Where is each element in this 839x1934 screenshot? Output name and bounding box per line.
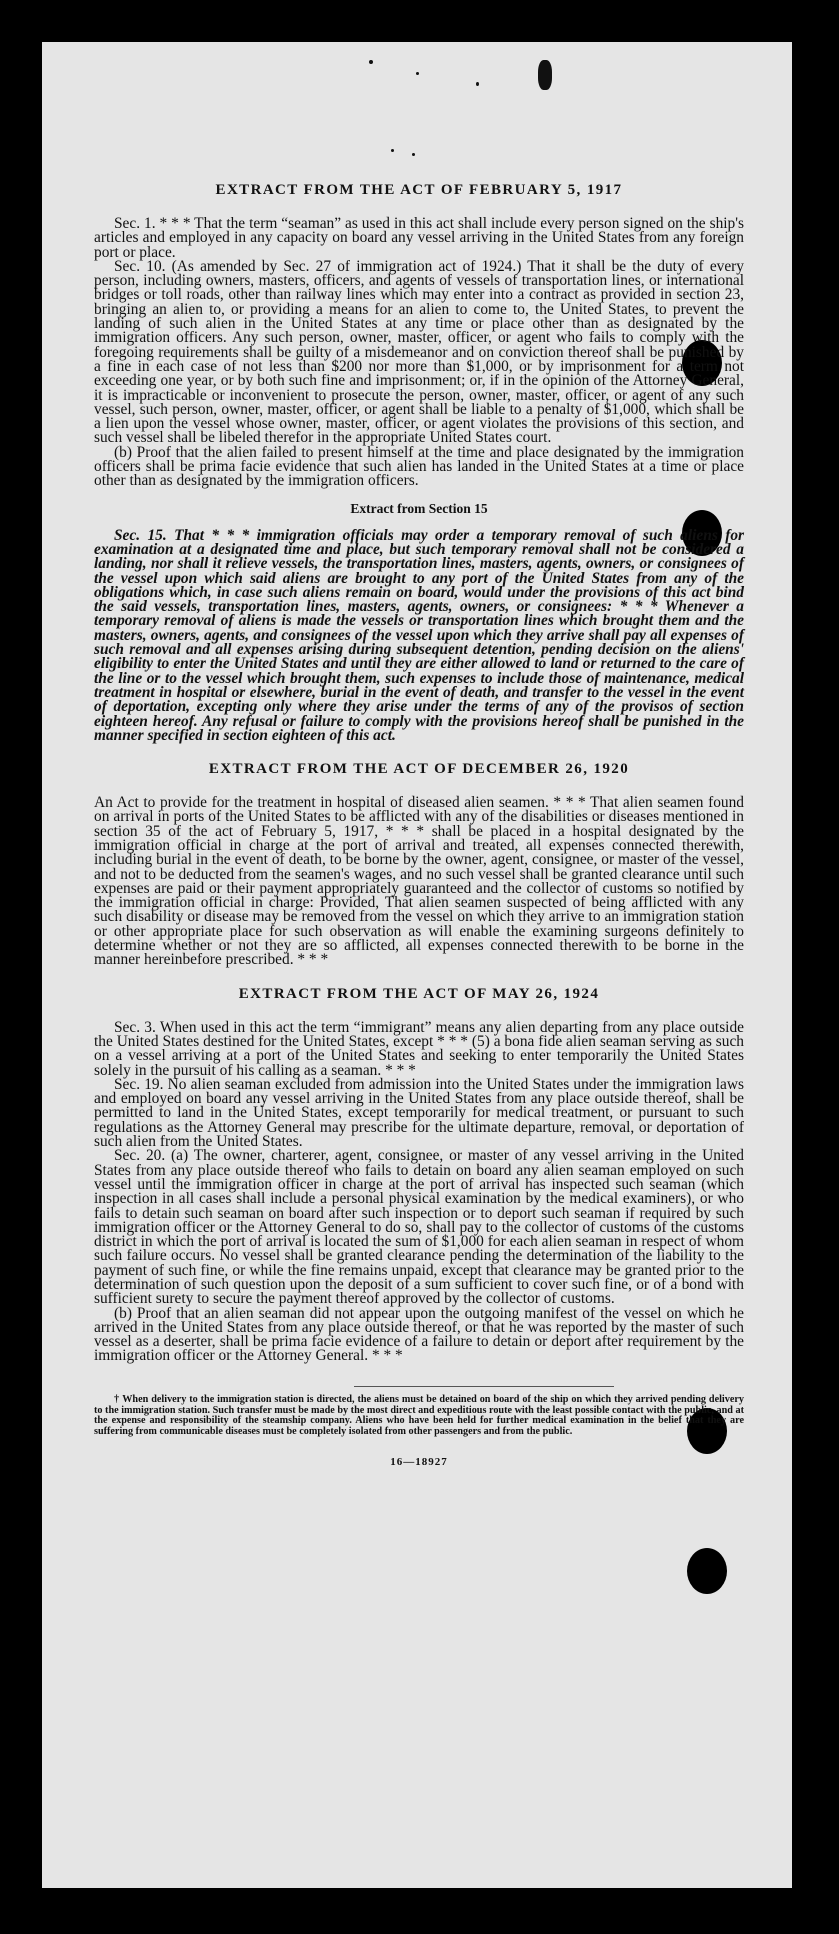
document-body [94, 182, 744, 1468]
paragraph-sec-20a: Sec. 20. (a) The owner, charterer, agent, consignee, or master of any vessel arriving in the United States from any place outside thereof who fails to detain on board any alien seaman employed on such vessel until the immigration officer in charge at the port of arrival has inspected such seaman (which inspection in all cases shall include a personal physical examination by the medical examiners), or who fails to detain such seaman on board after such inspection or to deport such seaman if required by such immigration officer or the Attorney General to do so, shall pay to the collector of customs of the customs district in which the port of arrival is located the sum of $1,000 for each alien seaman in respect of whom such failure occurs. No vessel shall be granted clearance pending the determination of the liability to the payment of such fine, or while the fine remains unpaid, except that clearance may be granted prior to the determination of such question upon the deposit of a sum sufficient to cover such fine, or of a bond with sufficient surety to secure the payment thereof approved by the collector of customs. [94, 1147, 744, 1308]
paragraph-sec-19: Sec. 19. No alien seaman excluded from admission into the United States under the immigration laws and employed on board any vessel arriving in the United States from any place outside thereof, shall be permitted to land in the United States, except temporarily for medical treatment, or pursuant to such regulations as the Attorney General may prescribe for the ultimate departure, removal, or deportation of such alien from the United States. [94, 1075, 744, 1151]
footnote: † When delivery to the immigration station is directed, the aliens must be detained on board of the ship on which they arrived pending delivery to the immigration station. Such transfer must be made by the most direct and expeditious route with the least possible contact with the public, and at the expense and responsibility of the steamship company. Aliens who have been held for further medical examination in the belief that they are suffering from communicable diseases must be completely isolated from other passengers and from the public. [94, 1393, 744, 1438]
paragraph-sec-1: Sec. 1. * * * That the term “seaman” as used in this act shall include every person signed on the ship's articles and employed in any capacity on board any vessel arriving in the United States from any foreign port or place. [94, 215, 744, 261]
ink-speck [391, 149, 394, 152]
heading-act-1920: EXTRACT FROM THE ACT OF DECEMBER 26, 1920 [208, 761, 630, 778]
paragraph-sec-3: Sec. 3. When used in this act the term “immigrant” means any alien departing from any place outside the United States destined for the United States, except * * * (5) a bona fide alien seaman serving as such on a vessel arriving at a port of the United States and seeking to enter temporarily the United States solely in the pursuit of his calling as a seaman. * * * [94, 1018, 744, 1079]
heading-act-1917: EXTRACT FROM THE ACT OF FEBRUARY 5, 1917 [215, 182, 623, 198]
paragraph-sec-10: Sec. 10. (As amended by Sec. 27 of immigration act of 1924.) That it shall be the duty of every person, including owners, masters, officers, and agents of vessels of transportation lines, or international bridges or toll roads, other than railway lines which may enter into a contract as provided in section 23, bringing an alien to, or providing a means for an alien to come to, the United States, to prevent the landing of such alien in the United States at any time or place other than as designated by the immigration officers. Any such person, owner, master, officer, or agent who fails to comply with the foregoing requirements shall be guilty of a misdemeanor and on conviction thereof shall be punished by a fine in each case of not less than $200 nor more than $1,000, or by imprisonment for a term not exceeding one year, or by both such fine and imprisonment; or, if in the opinion of the Attorney General, it is impracticable or inconvenient to prosecute the person, owner, master, officer, or agent of any such vessel, such person, owner, master, officer, or agent shall be liable to a penalty of $1,000, which shall be a lien upon the vessel whose owner, master, officer, or agent violates the provisions of this section, and such vessel shall be libeled therefor in the appropriate United States court. [94, 257, 744, 447]
ink-speck [416, 72, 419, 75]
document-number: 16—18927 [390, 1455, 448, 1468]
document-page [42, 42, 792, 1888]
ink-speck [369, 60, 373, 64]
footnote-divider [354, 1386, 614, 1387]
heading-act-1924: EXTRACT FROM THE ACT OF MAY 26, 1924 [238, 985, 600, 1002]
paragraph-sec-20b: (b) Proof that an alien seaman did not appear upon the outgoing manifest of the vessel on which he arrived in the United States from any place outside thereof, or that he was reported by the master of such vessel as a deserter, shall be prima facie evidence of a failure to detain or deport after requirement by the immigration officer or the Attorney General. * * * [94, 1304, 744, 1365]
punch-hole [687, 1548, 727, 1594]
ink-speck [412, 153, 415, 156]
paragraph-act-1920: An Act to provide for the treatment in hospital of diseased alien seamen. * * * That alien seamen found on arrival in ports of the United States to be afflicted with any of the disabilities or diseases mentioned in section 35 of the act of February 5, 1917, * * * shall be placed in a hospital designated by the immigration official in charge at the port of arrival and treated, all expenses connected therewith, including burial in the event of death, to be borne by the owner, agent, consignee, or master of the vessel, and not to be deducted from the seamen's wages, and no such vessel shall be granted clearance until such expenses are paid or their payment appropriately guaranteed and the collector of customs so notified by the immigration official in charge: Provided, That alien seamen suspected of being afflicted with any such disability or disease may be removed from the vessel on which they arrive to an immigration station or other appropriate place for such observation as will enable the examining surgeons definitely to determine whether or not they are so afflicted, all expenses connected therewith to be borne in the manner hereinbefore prescribed. * * * [94, 794, 744, 969]
ink-speck [476, 82, 479, 86]
ink-blot [538, 60, 552, 90]
paragraph-sec-10b: (b) Proof that the alien failed to present himself at the time and place designated by the immigration officers shall be prima facie evidence that such alien has landed in the United States at a time or place other than as designated by the immigration officers. [94, 443, 744, 490]
paragraph-sec-15: Sec. 15. That * * * immigration officials may order a temporary removal of such aliens for examination at a designated time and place, but such temporary removal shall not be considered a landing, nor shall it relieve vessels, the transportation lines, masters, agents, owners, or consignees of the vessel upon which said aliens are brought to any port of the United States from any of the obligations which, in case such aliens remain on board, would under the provisions of this act bind the said vessels, transportation lines, masters, agents, owners, or consignees: * * * Whenever a temporary removal of aliens is made the vessels or transportation lines which brought them and the masters, owners, agents, and consignees of the vessel upon which they arrive shall pay all expenses of such removal and all expenses arising during subsequent detention, pending decision on the aliens' eligibility to enter the United States and until they are either allowed to land or returned to the care of the line or to the vessel which brought them, such expenses to include those of maintenance, medical treatment in hospital or elsewhere, burial in the event of death, and transfer to the vessel in the event of deportation, excepting only where they arise under the terms of any of the provisos of section eighteen hereof. Any refusal or failure to comply with the provisions hereof shall be punished in the manner specified in section eighteen of this act. [94, 526, 744, 744]
subheading-section-15: Extract from Section 15 [350, 500, 488, 516]
